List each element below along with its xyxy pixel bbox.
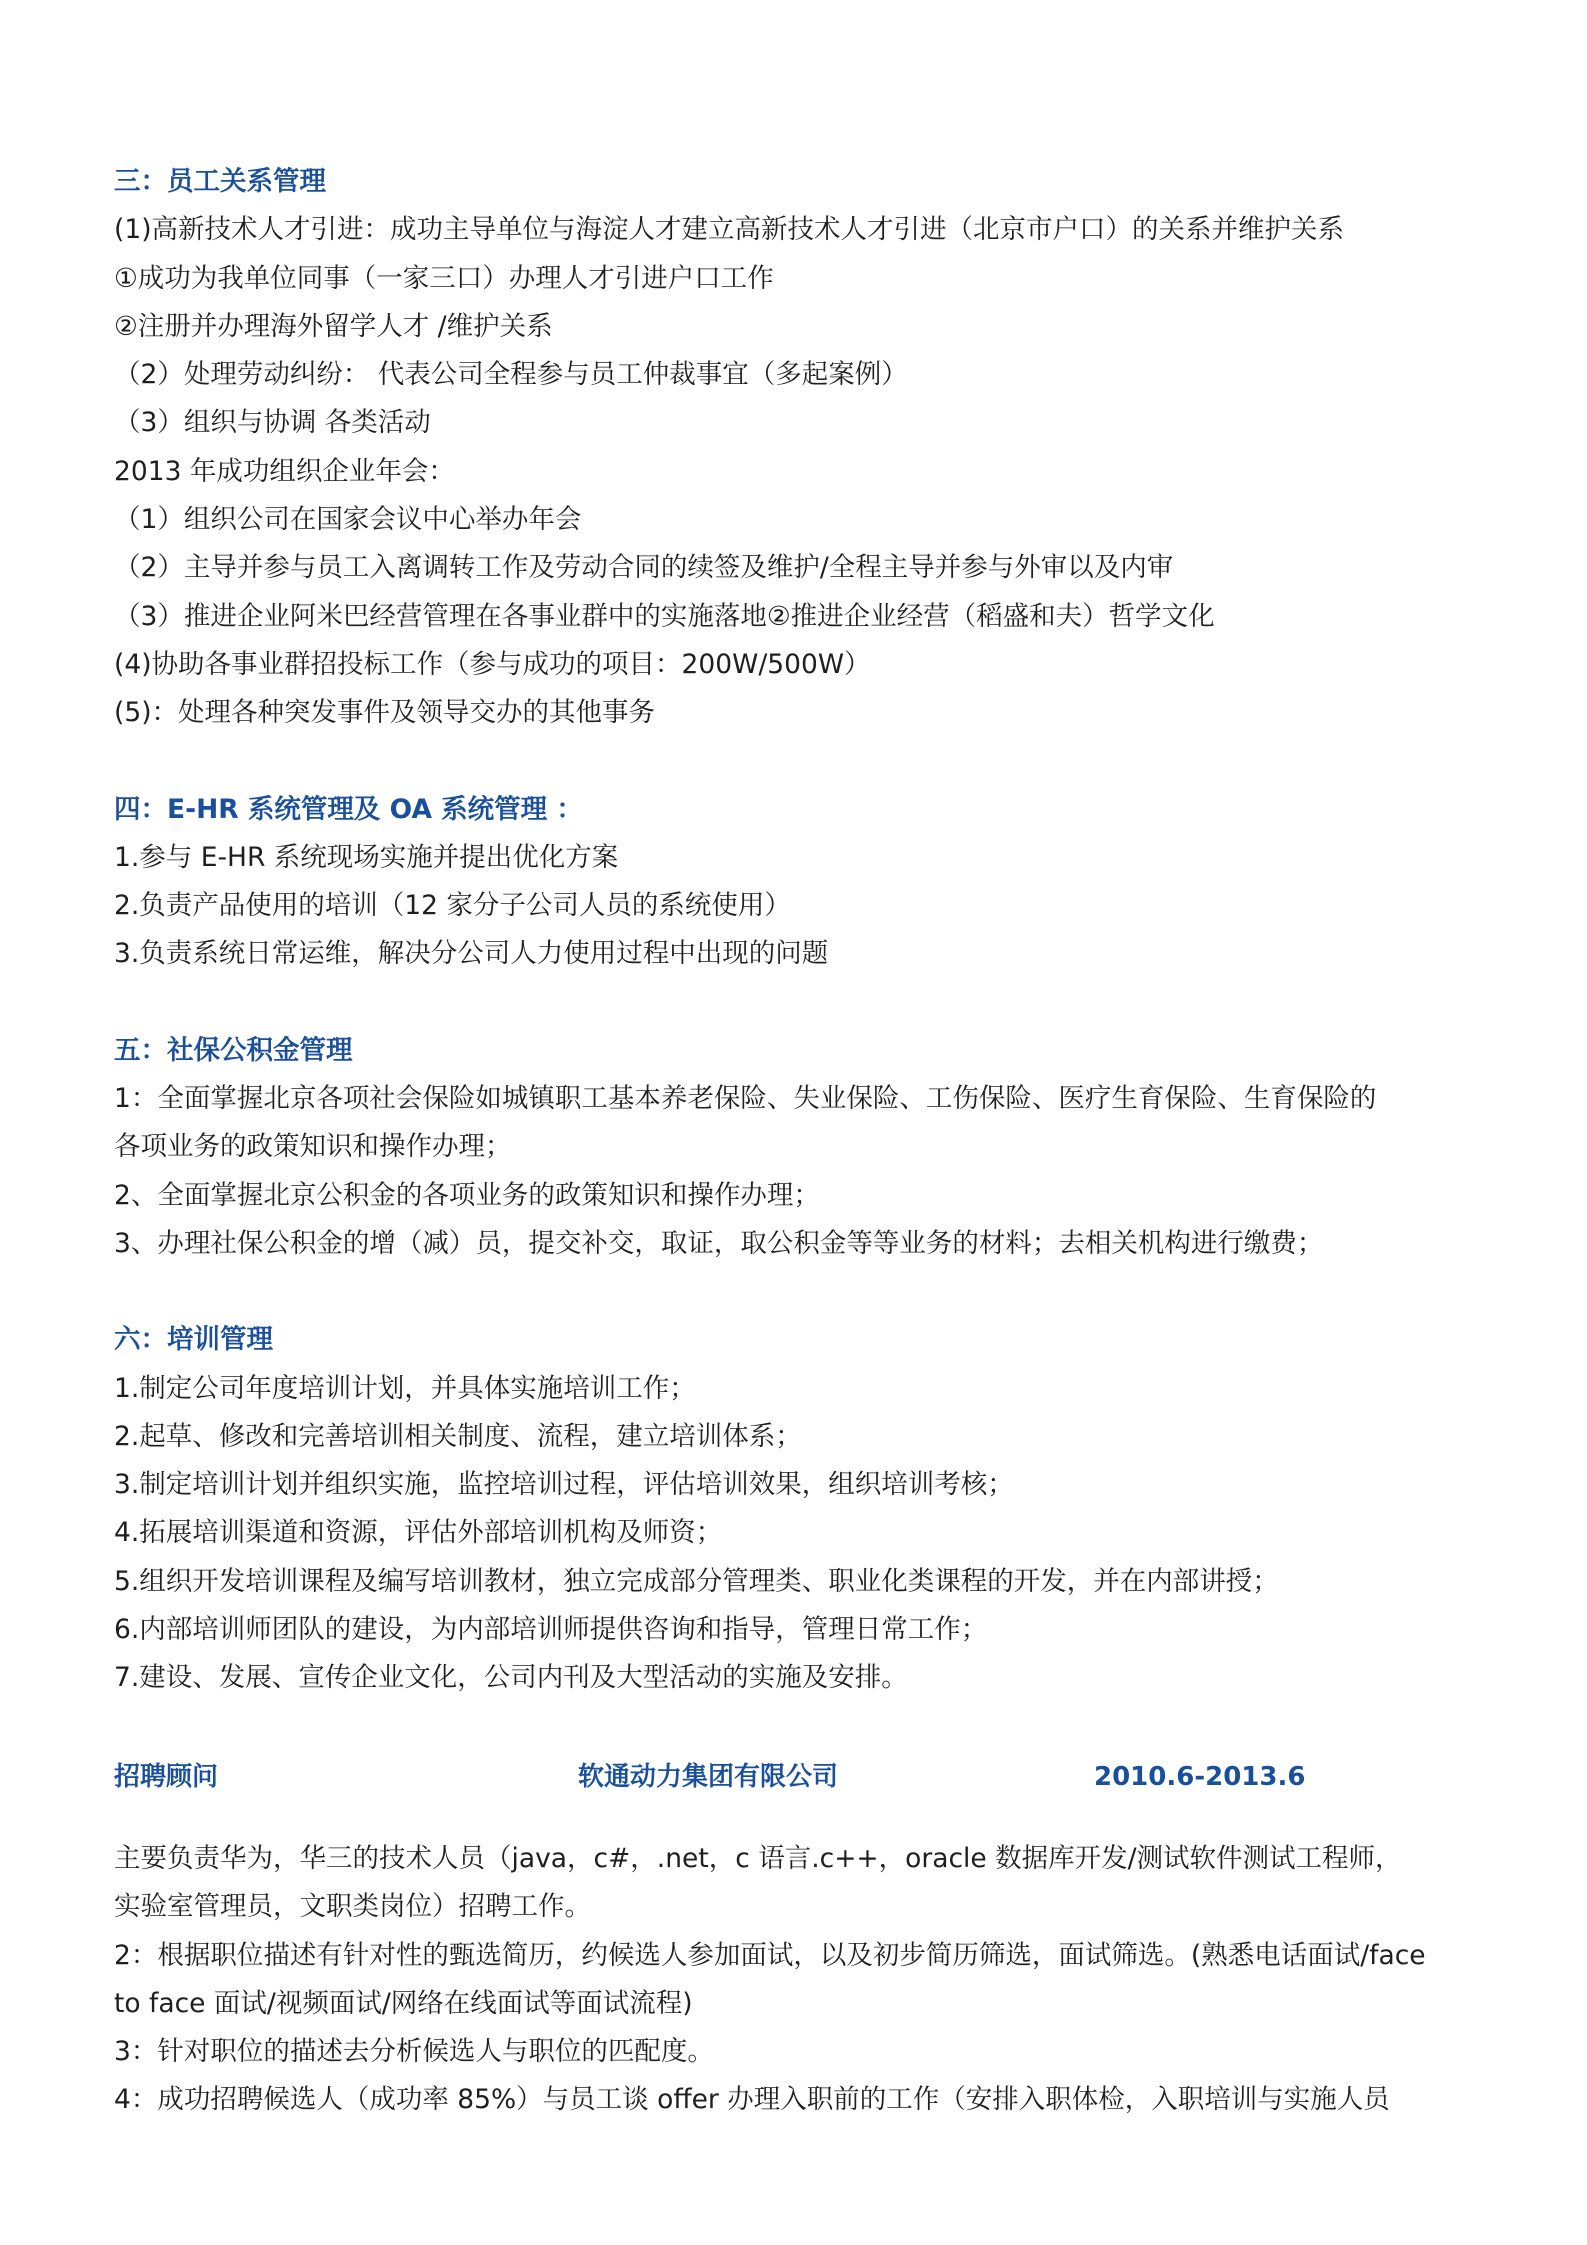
text-line: 2、全面掌握北京公积金的各项业务的政策知识和操作办理； xyxy=(114,1179,820,1211)
text-line: （2）主导并参与员工入离调转工作及劳动合同的续签及维护/全程主导并参与外审以及内审 xyxy=(114,552,1174,584)
text-line: 实验室管理员，文职类岗位）招聘工作。 xyxy=(114,1891,591,1923)
text-line: 2013 年成功组织企业年会： xyxy=(114,455,455,487)
section-heading-social-security: 五：社保公积金管理 xyxy=(114,1034,353,1066)
job-company: 软通动力集团有限公司 xyxy=(578,1761,839,1792)
text-line: 2.起草、修改和完善培训相关制度、流程，建立培训体系； xyxy=(114,1420,802,1452)
text-line: 2：根据职位描述有针对性的甄选简历，约候选人参加面试，以及初步简历筛选，面试筛选。(熟悉电话面试/face xyxy=(114,1939,1426,1971)
text-line: 3.负责系统日常运维，解决分公司人力使用过程中出现的问题 xyxy=(114,938,829,970)
section-spacer xyxy=(114,738,1474,786)
text-line: ②注册并办理海外留学人才 /维护关系 xyxy=(114,310,553,342)
text-line: 3.制定培训计划并组织实施，监控培训过程，评估培训效果，组织培训考核； xyxy=(114,1469,1014,1501)
section-spacer xyxy=(114,1801,1474,1835)
text-line: 3、办理社保公积金的增（减）员，提交补交，取证，取公积金等等业务的材料；去相关机构进行缴费； xyxy=(114,1227,1324,1259)
text-line: （1）组织公司在国家会议中心举办年会 xyxy=(114,504,582,536)
section-heading-training: 六：培训管理 xyxy=(114,1324,273,1356)
section-spacer xyxy=(114,1268,1474,1316)
text-line: 主要负责华为，华三的技术人员（java，c#，.net，c 语言.c++，oracle 数据库开发/测试软件测试工程师， xyxy=(114,1842,1402,1874)
text-line: （3）推进企业阿米巴经营管理在各事业群中的实施落地②推进企业经营（稻盛和夫）哲学文化 xyxy=(114,600,1215,632)
text-line: 6.内部培训师团队的建设，为内部培训师提供咨询和指导，管理日常工作； xyxy=(114,1614,988,1646)
text-line: 7.建设、发展、宣传企业文化，公司内刊及大型活动的实施及安排。 xyxy=(114,1662,908,1694)
text-line: to face 面试/视频面试/网络在线面试等面试流程) xyxy=(114,1987,693,2019)
text-line: (4)协助各事业群招投标工作（参与成功的项目：200W/500W） xyxy=(114,648,871,680)
text-line: 4.拓展培训渠道和资源，评估外部培训机构及师资； xyxy=(114,1517,723,1549)
text-line: 1.制定公司年度培训计划，并具体实施培训工作； xyxy=(114,1372,696,1404)
section-spacer xyxy=(114,1703,1474,1753)
job-title: 招聘顾问 xyxy=(114,1761,219,1792)
resume-page xyxy=(114,158,1474,2125)
text-line: （3）组织与协调 各类活动 xyxy=(114,407,431,439)
job-period: 2010.6-2013.6 xyxy=(1094,1761,1306,1792)
text-line: ①成功为我单位同事（一家三口）办理人才引进户口工作 xyxy=(114,262,774,294)
text-line: 2.负责产品使用的培训（12 家分子公司人员的系统使用） xyxy=(114,890,791,922)
text-line: （2）处理劳动纠纷： 代表公司全程参与员工仲裁事宜（多起案例） xyxy=(114,359,908,391)
text-line: (1)高新技术人才引进：成功主导单位与海淀人才建立高新技术人才引进（北京市户口）的关系并维护关系 xyxy=(114,214,1345,246)
text-line: 4：成功招聘候选人（成功率 85%）与员工谈 offer 办理入职前的工作（安排入职体检，入职培训与实施人员 xyxy=(114,2084,1390,2116)
section-heading-ehr-oa: 四：E-HR 系统管理及 OA 系统管理 ： xyxy=(114,793,583,825)
text-line: 1.参与 E-HR 系统现场实施并提出优化方案 xyxy=(114,841,619,873)
text-line: 1：全面掌握北京各项社会保险如城镇职工基本养老保险、失业保险、工伤保险、医疗生育保险、生育保险的 xyxy=(114,1083,1377,1115)
text-line: (5)：处理各种突发事件及领导交办的其他事务 xyxy=(114,697,656,729)
text-line: 各项业务的政策知识和操作办理； xyxy=(114,1131,512,1163)
job-entry-header xyxy=(114,1753,1474,1801)
section-spacer xyxy=(114,979,1474,1027)
text-line: 5.组织开发培训课程及编写培训教材，独立完成部分管理类、职业化类课程的开发，并在内部讲授； xyxy=(114,1565,1279,1597)
section-heading-employee-relations: 三：员工关系管理 xyxy=(114,166,326,197)
text-line: 3：针对职位的描述去分析候选人与职位的匹配度。 xyxy=(114,2036,714,2068)
